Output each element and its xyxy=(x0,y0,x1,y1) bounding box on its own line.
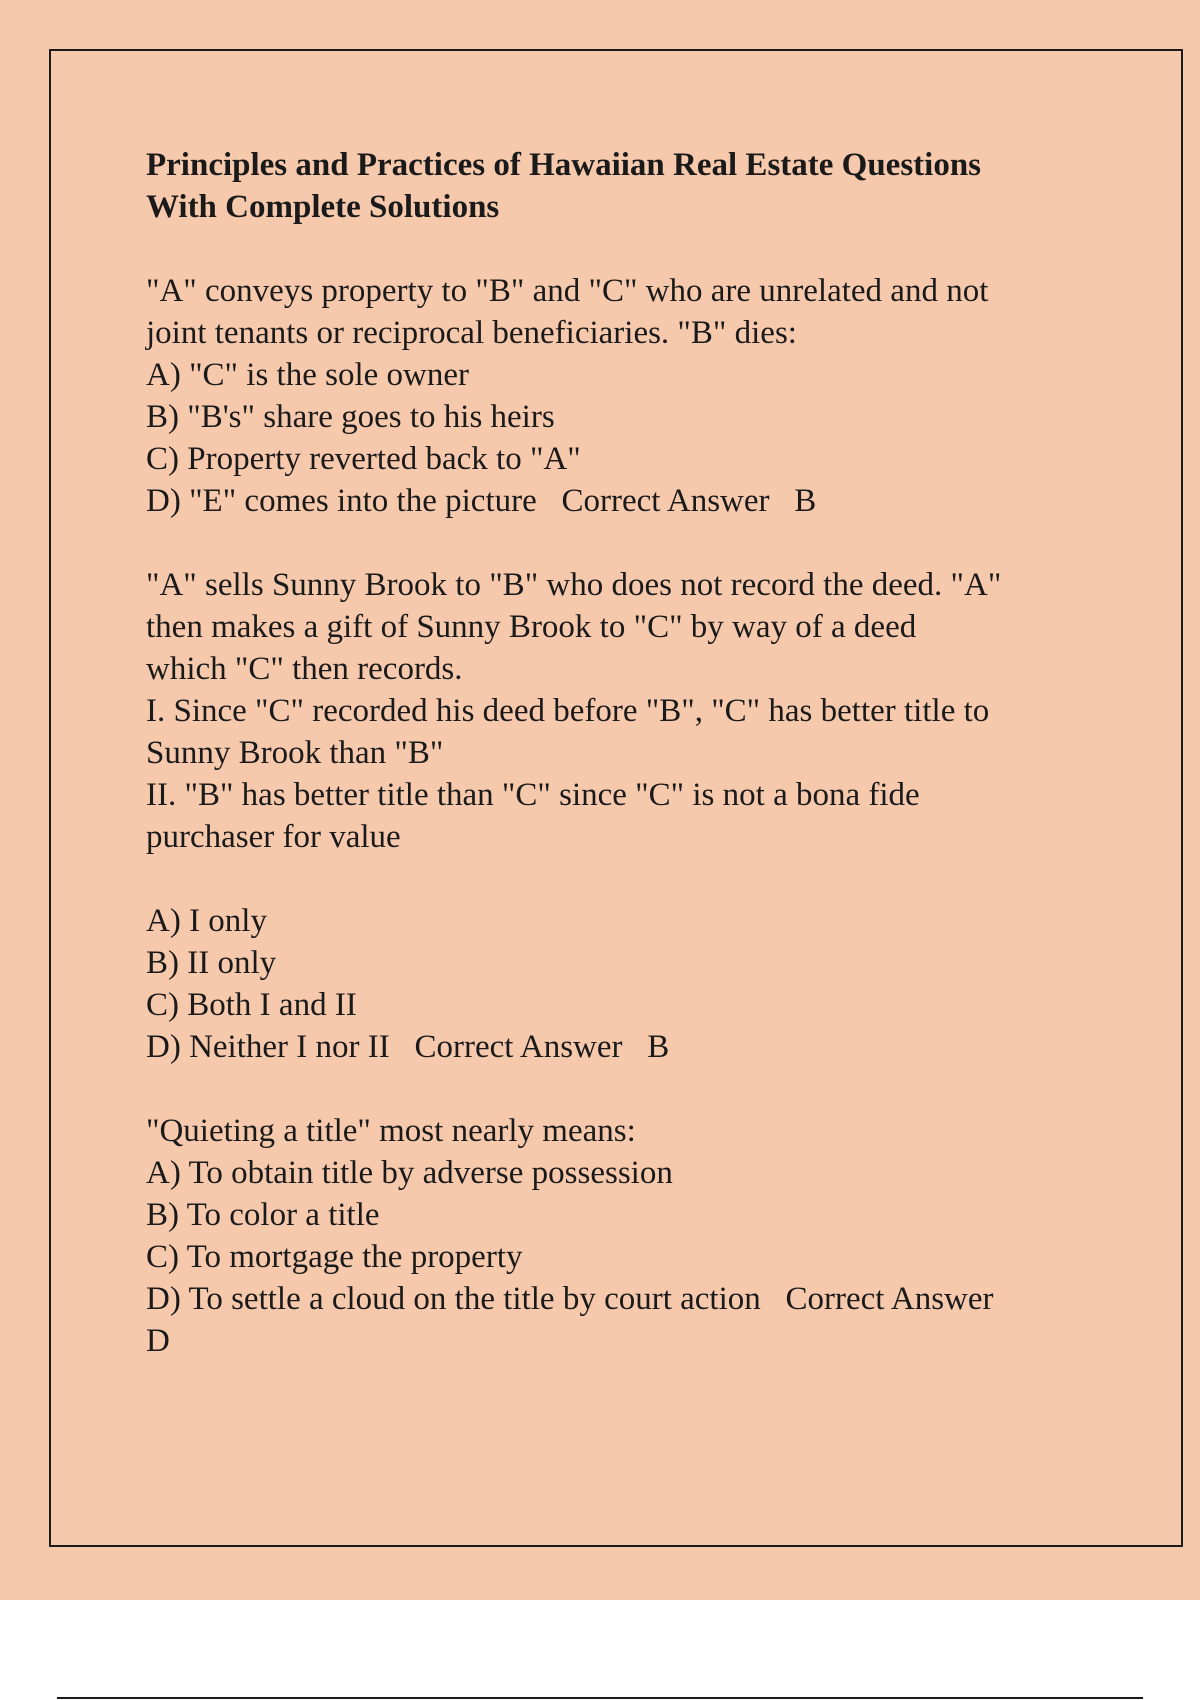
answer-option: C) To mortgage the property xyxy=(146,1239,523,1275)
answer-option: A) "C" is the sole owner xyxy=(146,357,469,393)
question-text: "A" sells Sunny Brook to "B" who does not record the deed. "A" xyxy=(146,567,1002,603)
document-title xyxy=(146,144,1096,228)
answer-option: B) To color a title xyxy=(146,1197,380,1233)
answer-option-with-correct-answer: D) Neither I nor II Correct Answer B xyxy=(146,1029,670,1065)
answer-option: A) To obtain title by adverse possession xyxy=(146,1155,673,1191)
question-text: which "C" then records. xyxy=(146,651,463,687)
title-line: Principles and Practices of Hawaiian Real Estate Questions xyxy=(146,147,982,183)
statement-text: II. "B" has better title than "C" since "C" is not a bona fide xyxy=(146,777,920,813)
question-2-options xyxy=(146,900,1096,1068)
answer-option: C) Both I and II xyxy=(146,987,357,1023)
footer-divider xyxy=(57,1697,1143,1699)
question-1 xyxy=(146,270,1096,522)
statement-text: Sunny Brook than "B" xyxy=(146,735,444,771)
answer-option-with-correct-answer: D) "E" comes into the picture Correct Answer B xyxy=(146,483,817,519)
question-text: "A" conveys property to "B" and "C" who are unrelated and not xyxy=(146,273,989,309)
question-2 xyxy=(146,564,1096,1068)
answer-option: A) I only xyxy=(146,903,267,939)
answer-option-with-correct-answer: D) To settle a cloud on the title by court action Correct Answer xyxy=(146,1281,994,1317)
answer-option: C) Property reverted back to "A" xyxy=(146,441,581,477)
statement-text: I. Since "C" recorded his deed before "B", "C" has better title to xyxy=(146,693,990,729)
answer-option: B) II only xyxy=(146,945,277,981)
correct-answer-value: D xyxy=(146,1323,170,1359)
document-content xyxy=(146,144,1096,1362)
answer-option: B) "B's" share goes to his heirs xyxy=(146,399,555,435)
statement-text: purchaser for value xyxy=(146,819,401,855)
question-text: joint tenants or reciprocal beneficiaries. "B" dies: xyxy=(146,315,797,351)
question-text: then makes a gift of Sunny Brook to "C" by way of a deed xyxy=(146,609,917,645)
question-text: "Quieting a title" most nearly means: xyxy=(146,1113,636,1149)
question-3 xyxy=(146,1110,1096,1362)
title-line: With Complete Solutions xyxy=(146,189,500,225)
